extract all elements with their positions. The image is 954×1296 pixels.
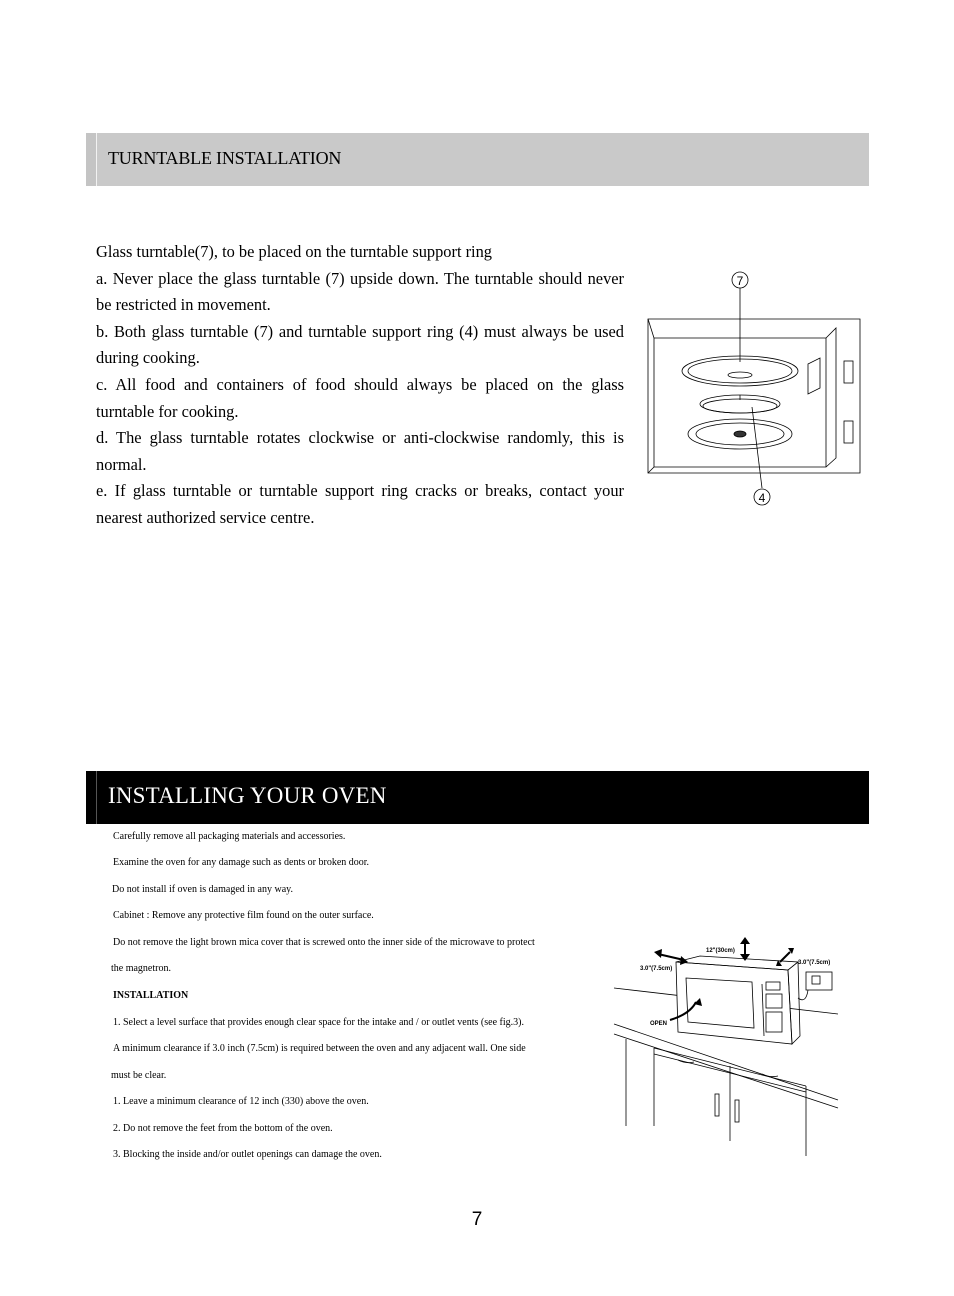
instruction-line: must be clear. — [111, 1070, 167, 1081]
instruction-line: Do not install if oven is damaged in any way. — [112, 884, 293, 895]
callout-label: 7 — [736, 274, 744, 288]
section-title: TURNTABLE INSTALLATION — [108, 148, 342, 168]
instruction-line: e. If glass turntable or turntable support ring cracks or breaks, contact your nearest authorized service centre. — [96, 481, 624, 527]
door-open-label: OPEN — [650, 1021, 668, 1027]
instruction-line: Do not remove the light brown mica cover that is screwed onto the inner side of the microwave to protect — [113, 937, 535, 948]
instruction-line: 2. Do not remove the feet from the bottom of the oven. — [113, 1123, 333, 1134]
top-clearance-label: 12"(30cm) — [706, 948, 735, 954]
turntable-instructions — [96, 239, 624, 532]
callout-label: 4 — [758, 491, 766, 505]
instruction-line: A minimum clearance if 3.0 inch (7.5cm) is required between the oven and any adjacent wall. One side — [113, 1043, 526, 1054]
instruction-line: c. All food and containers of food should always be placed on the glass turntable for cooking. — [96, 374, 624, 421]
section-header-installing — [86, 771, 869, 824]
page-number: 7 — [471, 1209, 483, 1230]
instruction-line: Cabinet : Remove any protective film found on the outer surface. — [113, 910, 374, 921]
installation-subheading: INSTALLATION — [113, 990, 189, 1001]
oven-clearance-diagram — [612, 936, 842, 1161]
turntable-diagram — [640, 262, 870, 512]
instruction-line: Carefully remove all packaging materials and accessories. — [113, 831, 346, 842]
instruction-line: Glass turntable(7), to be placed on the turntable support ring — [96, 242, 493, 261]
section-title: INSTALLING YOUR OVEN — [108, 783, 387, 808]
instruction-line: 3. Blocking the inside and/or outlet openings can damage the oven. — [113, 1149, 382, 1160]
instruction-line: the magnetron. — [111, 963, 171, 974]
right-clearance-label: 3.0"(7.5cm) — [798, 960, 831, 966]
instruction-line: b. Both glass turntable (7) and turntable support ring (4) must always be used during cooking. — [96, 321, 624, 368]
instruction-line: 1. Leave a minimum clearance of 12 inch (330) above the oven. — [113, 1096, 369, 1107]
instruction-line: Examine the oven for any damage such as dents or broken door. — [113, 857, 370, 868]
header-accent-bar — [86, 771, 97, 824]
instruction-line: d. The glass turntable rotates clockwise or anti-clockwise randomly, this is normal. — [96, 428, 624, 474]
section-header-turntable — [86, 133, 869, 186]
instruction-line: a. Never place the glass turntable (7) upside down. The turntable should never be restricted in movement. — [96, 268, 624, 315]
left-clearance-label: 3.0"(7.5cm) — [640, 966, 673, 972]
header-accent-bar — [86, 133, 97, 186]
instruction-line: 1. Select a level surface that provides enough clear space for the intake and / or outlet vents (see fig.3). — [113, 1017, 524, 1028]
